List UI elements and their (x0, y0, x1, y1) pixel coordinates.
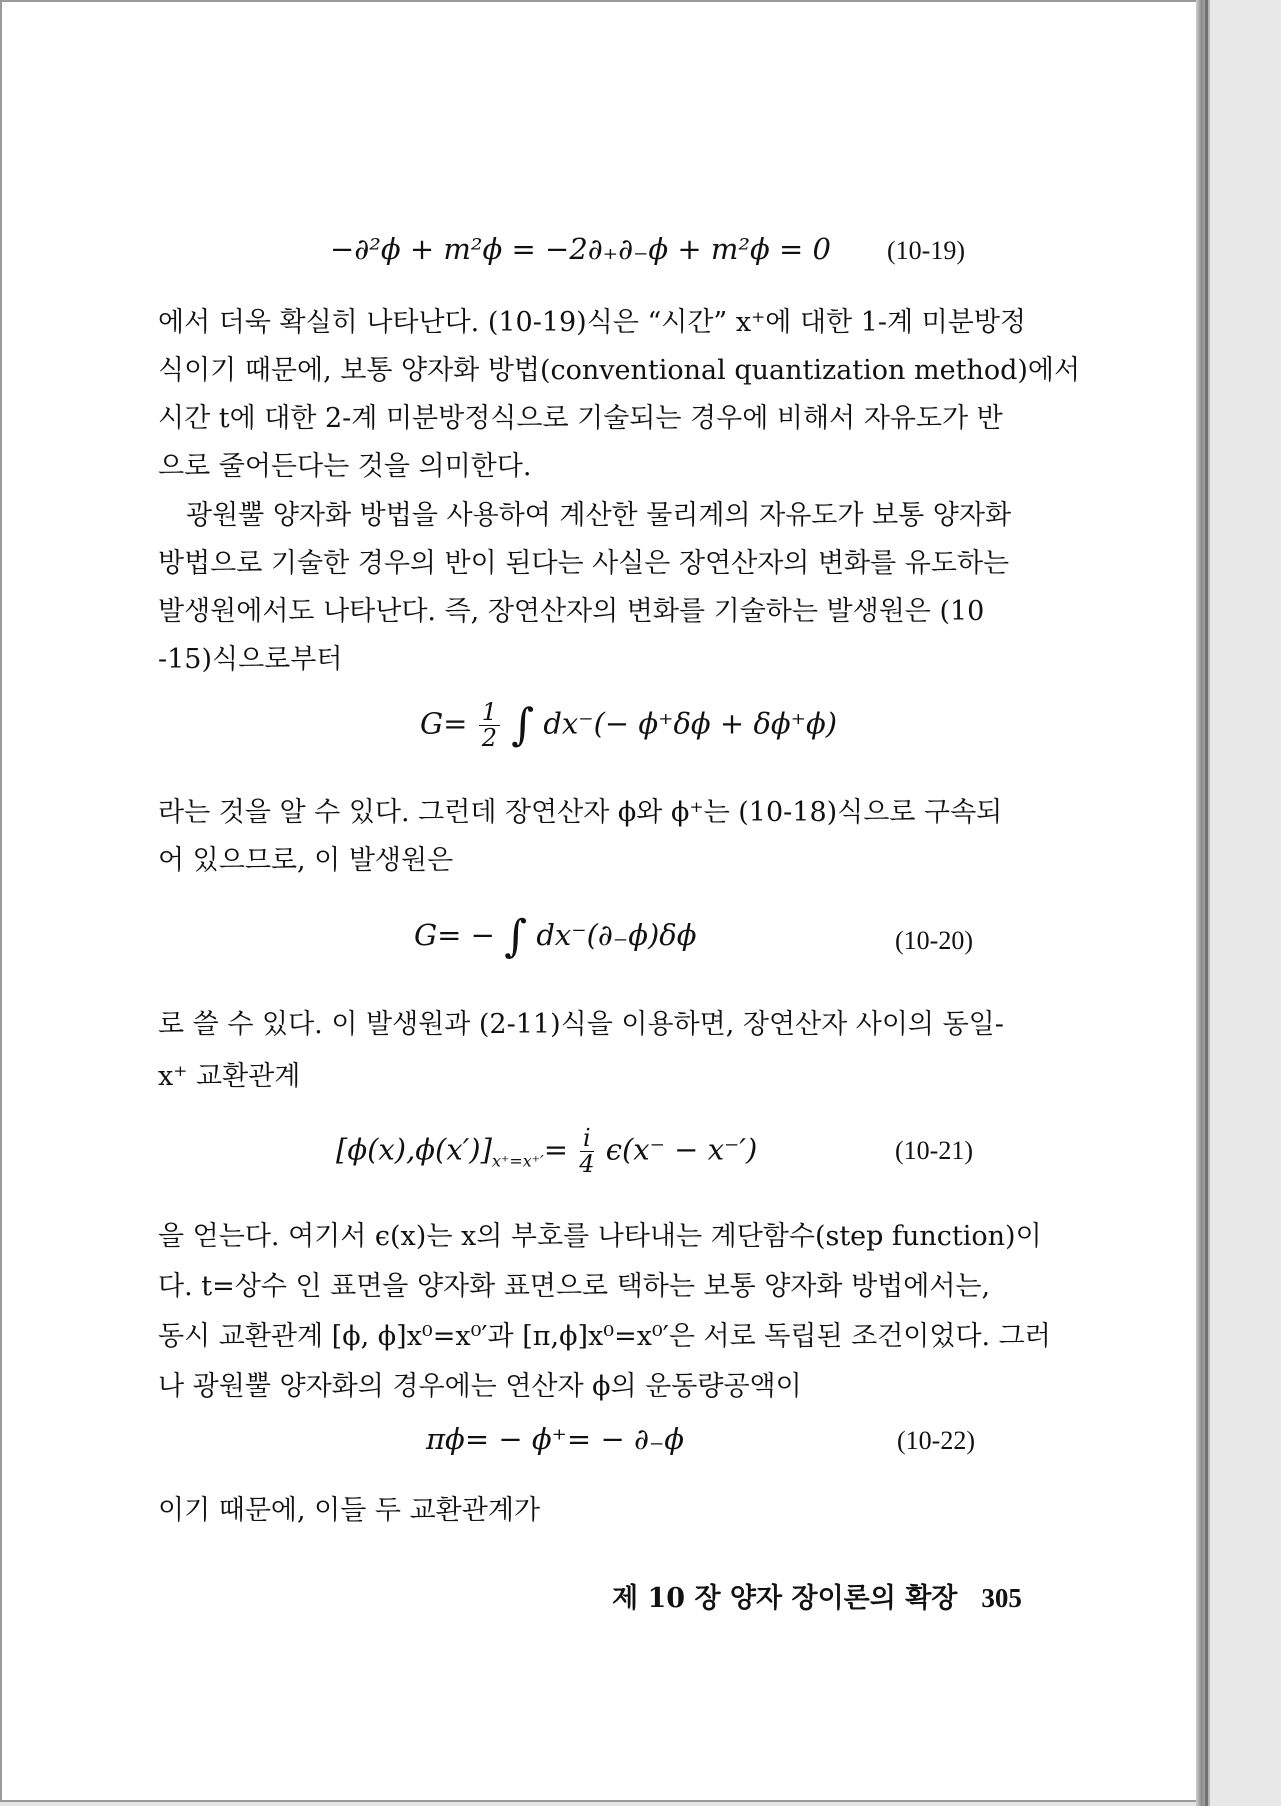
text-line: 어 있으므로, 이 발생원은 (158, 845, 454, 876)
text-line: 다. t=상수 인 표면을 양자화 표면으로 택하는 보통 양자화 방법에서는, (158, 1271, 991, 1302)
text-line: 동시 교환관계 [ϕ, ϕ]x⁰=x⁰′과 [π,ϕ]x⁰=x⁰′은 서로 독립된 조건이었다. 그러 (158, 1321, 1051, 1352)
paragraph-2-first (186, 493, 1010, 541)
text-line: 에서 더욱 확실히 나타난다. (10-19)식은 “시간” x⁺에 대한 1-계 미분방정 (158, 307, 1026, 338)
equation-10-19: −∂²ϕ + m²ϕ = −2∂₊∂₋ϕ + m²ϕ = 0 (330, 232, 831, 266)
text-line: 방법으로 기술한 경우의 반이 된다는 사실은 장연산자의 변화를 유도하는 (158, 548, 1010, 579)
text-line: 시간 t에 대한 2-계 미분방정식으로 기술되는 경우에 비해서 자유도가 반 (158, 403, 1003, 434)
eq-rhs: dx⁻(− ϕ⁺δϕ + δϕ⁺ϕ) (543, 706, 838, 741)
text-line: 발생원에서도 나타난다. 즉, 장연산자의 변화를 기술하는 발생원은 (10 (158, 596, 985, 627)
chapter-title: 제 10 장 양자 장이론의 확장 (612, 1583, 958, 1614)
integral-sign: ∫ (511, 699, 535, 751)
paragraph-3 (158, 790, 1010, 886)
eq-rhs: dx⁻(∂₋ϕ)δϕ (536, 918, 697, 952)
equation-number-10-22: (10-22) (897, 1426, 975, 1455)
text-line: 식이기 때문에, 보통 양자화 방법(conventional quantization method)에서 (158, 355, 1081, 386)
paragraph-6 (158, 1488, 1010, 1536)
equation-10-22: πϕ= − ϕ⁺= − ∂₋ϕ (426, 1422, 685, 1456)
fraction-denominator: 2 (481, 724, 497, 753)
eq-lhs: [ϕ(x),ϕ(x′)] (336, 1132, 492, 1167)
paragraph-4 (158, 1002, 1010, 1102)
fraction-denominator: 4 (579, 1150, 595, 1179)
spine-edge (1205, 0, 1208, 1806)
equation-number-10-19: (10-19) (887, 236, 965, 265)
fraction (579, 1126, 594, 1177)
text-line: 을 얻는다. 여기서 ϵ(x)는 x의 부호를 나타내는 계단함수(step function)이 (158, 1221, 1042, 1252)
equation-10-21 (336, 1126, 757, 1177)
fraction-numerator: 1 (479, 700, 500, 726)
text-line: 라는 것을 알 수 있다. 그런데 장연산자 ϕ와 ϕ⁺는 (10-18)식으로 구속되 (158, 797, 1003, 828)
text-line: 광원뿔 양자화 방법을 사용하여 계산한 물리계의 자유도가 보통 양자화 (186, 500, 1012, 531)
eq-subscript: x⁺=x⁺′ (491, 1151, 544, 1171)
page-footer (612, 1576, 1022, 1615)
text-line: 나 광원뿔 양자화의 경우에는 연산자 ϕ의 운동량공액이 (158, 1371, 802, 1402)
equation-generator (420, 700, 837, 751)
text-line: 이기 때문에, 이들 두 교환관계가 (158, 1495, 540, 1526)
equation-10-20 (414, 911, 697, 962)
eq-rhs: ϵ(x⁻ − x⁻′) (605, 1132, 758, 1167)
text-line: 로 쓸 수 있다. 이 발생원과 (2-11)식을 이용하면, 장연산자 사이의 동일- (158, 1009, 1004, 1040)
equation-number-10-20: (10-20) (895, 926, 973, 955)
paragraph-2 (158, 541, 1010, 685)
scan-margin (1210, 0, 1281, 1806)
paragraph-1 (158, 300, 1081, 492)
equation-number-10-21: (10-21) (895, 1136, 973, 1165)
paragraph-5 (158, 1214, 1051, 1414)
eq-lhs: G= − (414, 918, 495, 952)
eq-lhs: G= (420, 706, 468, 741)
page-number: 305 (981, 1583, 1022, 1613)
text-line: 으로 줄어든다는 것을 의미한다. (158, 451, 532, 482)
fraction (479, 700, 500, 751)
text-line: -15)식으로부터 (158, 644, 343, 675)
eq-equals: = (543, 1132, 569, 1167)
fraction-numerator: i (580, 1126, 594, 1152)
text-line: x⁺ 교환관계 (158, 1061, 301, 1092)
integral-sign: ∫ (504, 911, 528, 962)
